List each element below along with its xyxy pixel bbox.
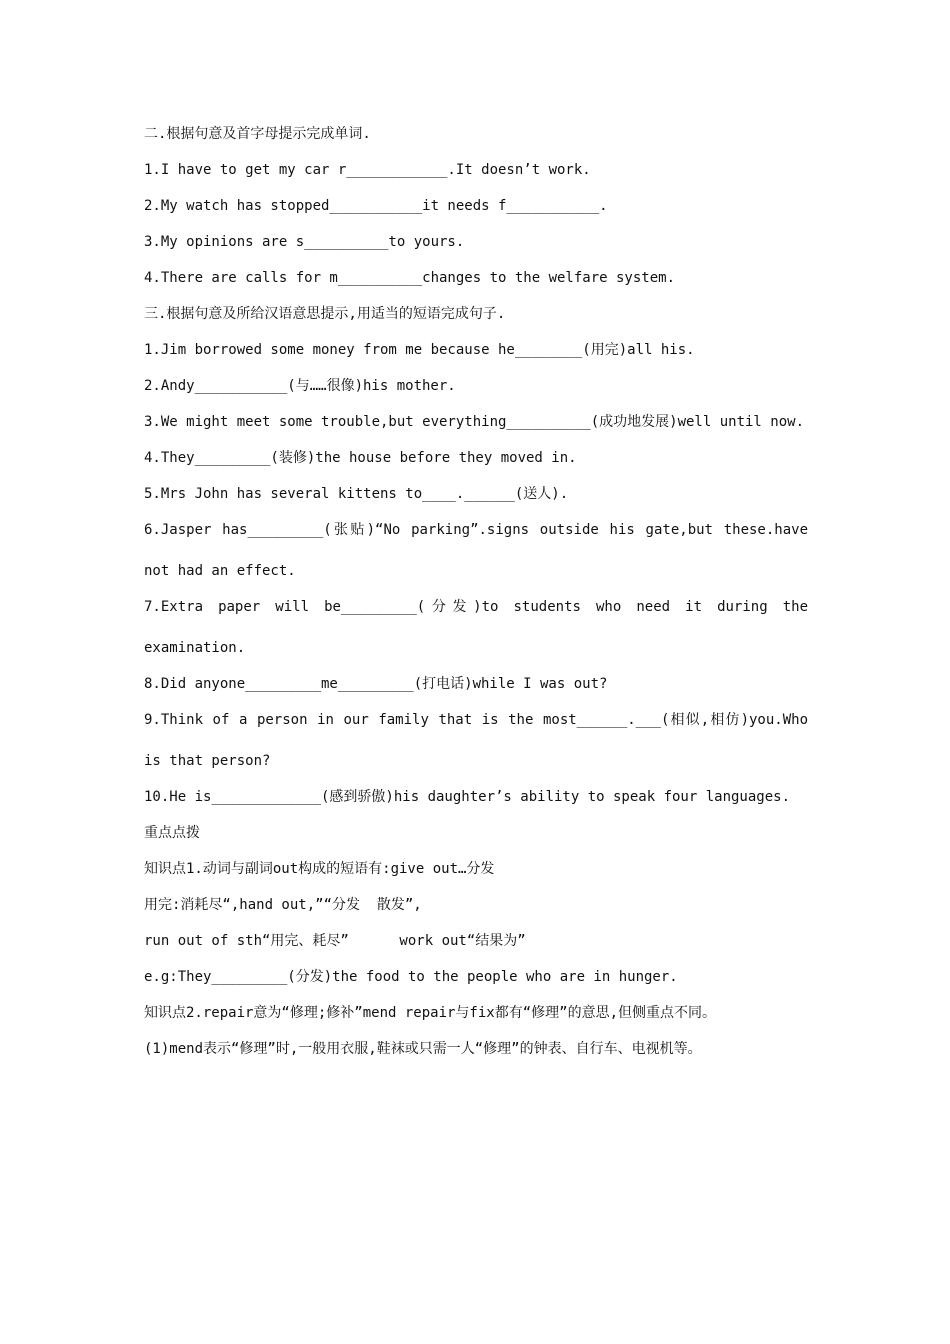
keypoint-line-3: run out of sth“用完、耗尽” work out“结果为” bbox=[144, 933, 526, 949]
section3-heading: 三.根据句意及所给汉语意思提示,用适当的短语完成句子. bbox=[144, 306, 506, 322]
section3-item-8: 8.Did anyone_________me_________(打电话)while I was out? bbox=[144, 676, 608, 692]
section3-item-9: 9.Think of a person in our family that is the most______.___(相似,相仿)you.Who is that person? bbox=[144, 712, 808, 769]
section3-item-7: 7.Extra paper will be_________(分发)to students who need it during the examination. bbox=[144, 599, 808, 656]
section2-heading: 二.根据句意及首字母提示完成单词. bbox=[144, 126, 371, 142]
section2-item-1: 1.I have to get my car r____________.It doesn’t work. bbox=[144, 162, 591, 178]
section3-item-10: 10.He is_____________(感到骄傲)his daughter’s ability to speak four languages. bbox=[144, 789, 791, 805]
section3-item-6: 6.Jasper has_________(张贴)“No parking”.signs outside his gate,but these.have not had an effect. bbox=[144, 522, 808, 579]
section2-item-2: 2.My watch has stopped___________it needs f___________. bbox=[144, 198, 608, 214]
section3-item-3: 3.We might meet some trouble,but everything__________(成功地发展)well until now. bbox=[144, 414, 805, 430]
section2-item-3: 3.My opinions are s__________to yours. bbox=[144, 234, 465, 250]
document-page bbox=[144, 124, 808, 1075]
keypoint-line-2: 用完:消耗尽“,hand out,”“分发 散发”, bbox=[144, 897, 422, 913]
keypoints-heading: 重点点拨 bbox=[144, 825, 200, 841]
keypoint-line-4: e.g:They_________(分发)the food to the people who are in hunger. bbox=[144, 969, 678, 985]
section3-item-2: 2.Andy___________(与……很像)his mother. bbox=[144, 378, 456, 394]
keypoint-line-1: 知识点1.动词与副词out构成的短语有:give out…分发 bbox=[144, 861, 495, 877]
keypoint-line-6: (1)mend表示“修理”时,一般用衣服,鞋袜或只需一人“修理”的钟表、自行车、电视机等。 bbox=[144, 1041, 702, 1057]
keypoint-line-5: 知识点2.repair意为“修理;修补”mend repair与fix都有“修理”的意思,但侧重点不同。 bbox=[144, 1005, 717, 1021]
section3-item-4: 4.They_________(装修)the house before they moved in. bbox=[144, 450, 577, 466]
section2-item-4: 4.There are calls for m__________changes to the welfare system. bbox=[144, 270, 676, 286]
section3-item-5: 5.Mrs John has several kittens to____.______(送人). bbox=[144, 486, 569, 502]
section3-item-1: 1.Jim borrowed some money from me because he________(用完)all his. bbox=[144, 342, 695, 358]
